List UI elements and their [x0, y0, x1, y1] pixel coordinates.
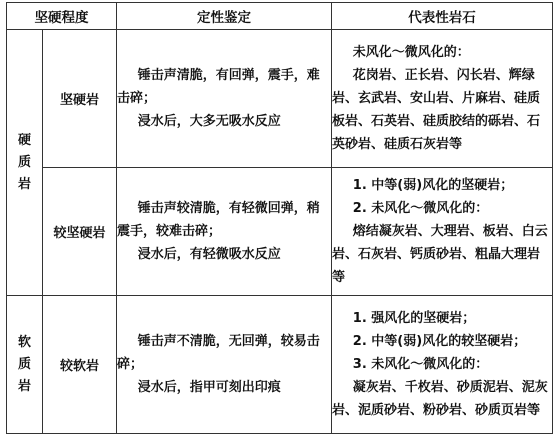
- table-row: [7, 168, 553, 296]
- header-representative: 代表性岩石: [332, 3, 553, 30]
- representative-cell: 1. 强风化的坚硬岩； 2. 中等(弱)风化的较坚硬岩； 3. 未风化～微风化的： 凝灰岩、千枚岩、砂质泥岩、泥灰岩、泥质砂岩、粉砂岩、砂质页岩等: [332, 296, 553, 434]
- qualitative-cell: 锤击声不清脆，无回弹，较易击碎； 浸水后，指甲可刻出印痕: [117, 296, 332, 434]
- sub-category: 较坚硬岩: [43, 168, 117, 296]
- representative-cell: 1. 中等(弱)风化的坚硬岩； 2. 未风化～微风化的： 熔结凝灰岩、大理岩、板岩、白云岩、石灰岩、钙质砂岩、粗晶大理岩等: [332, 168, 553, 296]
- group-soft-rock: 软 质 岩: [7, 296, 43, 434]
- sub-category: 坚硬岩: [43, 30, 117, 168]
- header-hardness: 坚硬程度: [7, 3, 117, 30]
- header-qualitative: 定性鉴定: [117, 3, 332, 30]
- representative-cell: 未风化～微风化的： 花岗岩、正长岩、闪长岩、辉绿岩、玄武岩、安山岩、片麻岩、硅质板岩、石英岩、硅质胶结的砾岩、石英砂岩、硅质石灰岩等: [332, 30, 553, 168]
- rock-hardness-table: [6, 2, 553, 434]
- table-row: [7, 296, 553, 434]
- qualitative-cell: 锤击声清脆，有回弹，震手，难击碎； 浸水后，大多无吸水反应: [117, 30, 332, 168]
- qualitative-cell: 锤击声较清脆，有轻微回弹，稍震手，较难击碎； 浸水后，有轻微吸水反应: [117, 168, 332, 296]
- group-hard-rock: 硬 质 岩: [7, 30, 43, 296]
- header-row: [7, 3, 553, 30]
- sub-category: 较软岩: [43, 296, 117, 434]
- table-row: [7, 30, 553, 168]
